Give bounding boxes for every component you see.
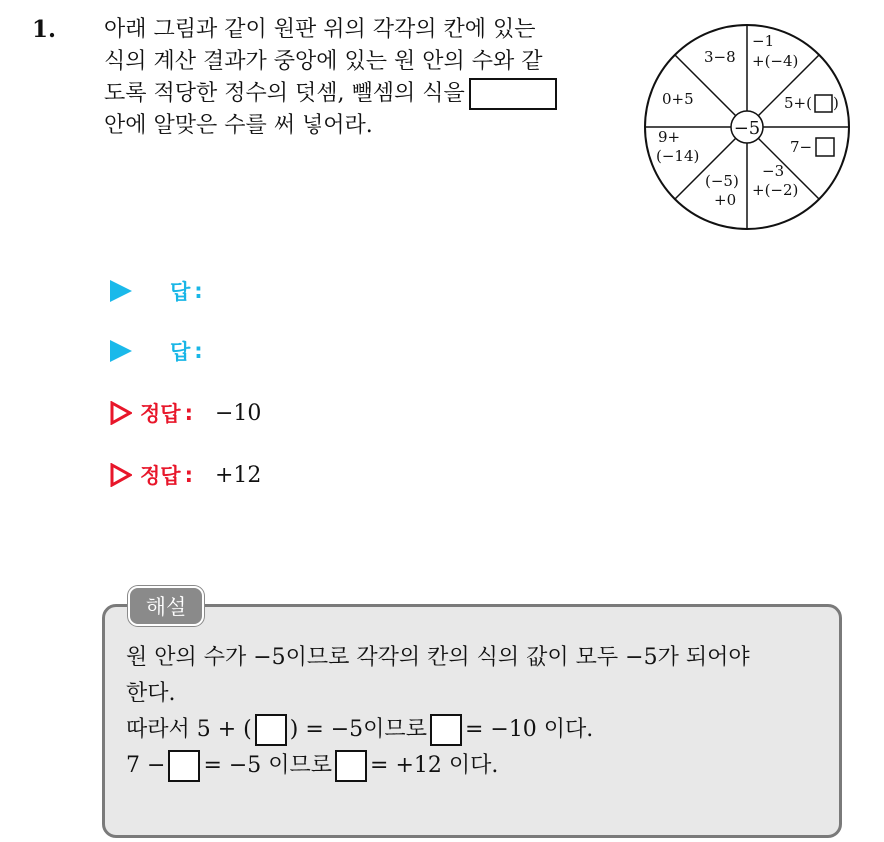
sector-bottom-left-line1: (−5)	[705, 172, 739, 190]
answer-label-2: 답	[170, 340, 191, 364]
solution-line-4a: 7 −	[126, 753, 166, 778]
solution-line-1: 원 안의 수가 −5이므로 각각의 칸의 식의 값이 모두 −5가 되어야	[126, 645, 750, 670]
wheel-center-value: −5	[733, 118, 761, 139]
answer-row-1	[110, 276, 203, 306]
solution-tag: 해설	[128, 586, 204, 626]
solution-blank-box	[255, 714, 287, 746]
outline-triangle-icon	[110, 401, 132, 425]
correct-colon-1: :	[184, 401, 193, 425]
sector-right-upper-close: )	[833, 94, 839, 112]
filled-triangle-icon	[110, 340, 132, 362]
question-line-3-text: 도록 적당한 정수의 덧셈, 뺄셈의 식을	[104, 81, 465, 106]
solution-line-3a: 따라서 5 + (	[126, 717, 252, 742]
solution-body	[126, 640, 836, 784]
correct-answer-row-1	[110, 398, 261, 428]
solution-blank-box	[335, 750, 367, 782]
answer-colon-1: :	[194, 279, 203, 303]
solution-blank-box	[430, 714, 462, 746]
sector-right-upper: 5+(	[784, 94, 812, 112]
outline-triangle-icon	[110, 463, 132, 487]
question-line-4: 안에 알맞은 수를 써 넣어라.	[104, 113, 373, 138]
number-wheel-diagram	[642, 22, 852, 232]
sector-bottom-left-line2: +0	[714, 191, 737, 209]
question-line-3	[104, 78, 624, 110]
filled-triangle-icon	[110, 280, 132, 302]
question-line-1: 아래 그림과 같이 원판 위의 각각의 칸에 있는	[104, 17, 536, 42]
solution-line-3	[126, 712, 836, 748]
sector-top-right-line2: +(−4)	[752, 52, 799, 70]
solution-line-4c: = +12 이다.	[370, 753, 499, 778]
answer-label-1: 답	[170, 280, 191, 304]
sector-bottom-right-line1: −3	[762, 162, 785, 180]
correct-label-1: 정답	[140, 402, 181, 426]
solution-line-3c: = −10 이다.	[464, 717, 594, 742]
question-line-2: 식의 계산 결과가 중앙에 있는 원 안의 수와 같	[104, 49, 543, 74]
solution-line-4	[126, 748, 836, 784]
correct-value-1: −10	[214, 400, 262, 426]
solution-line-2: 한다.	[126, 681, 176, 706]
sector-right-lower: 7−	[790, 138, 813, 156]
question-text	[104, 14, 624, 142]
sector-right-upper-blank[interactable]	[815, 95, 832, 112]
sector-top-right-line1: −1	[752, 32, 775, 50]
correct-value-2: +12	[214, 462, 262, 488]
sector-left-upper: 0+5	[662, 90, 694, 108]
correct-label-2: 정답	[140, 464, 181, 488]
solution-line-4b: = −5 이므로	[203, 753, 333, 778]
solution-blank-box	[168, 750, 200, 782]
correct-answer-row-2	[110, 460, 261, 490]
answer-colon-2: :	[194, 339, 203, 363]
sector-left-lower-line2: (−14)	[656, 147, 700, 165]
question-number: 1.	[32, 16, 57, 43]
sector-top-left: 3−8	[704, 48, 736, 66]
correct-colon-2: :	[184, 463, 193, 487]
sector-bottom-right-line2: +(−2)	[752, 181, 799, 199]
answer-blank-box[interactable]	[469, 78, 557, 110]
sector-right-lower-blank[interactable]	[816, 138, 834, 156]
sector-left-lower-line1: 9+	[658, 128, 681, 146]
answer-row-2	[110, 336, 203, 366]
solution-line-3b: ) = −5이므로	[289, 717, 427, 742]
